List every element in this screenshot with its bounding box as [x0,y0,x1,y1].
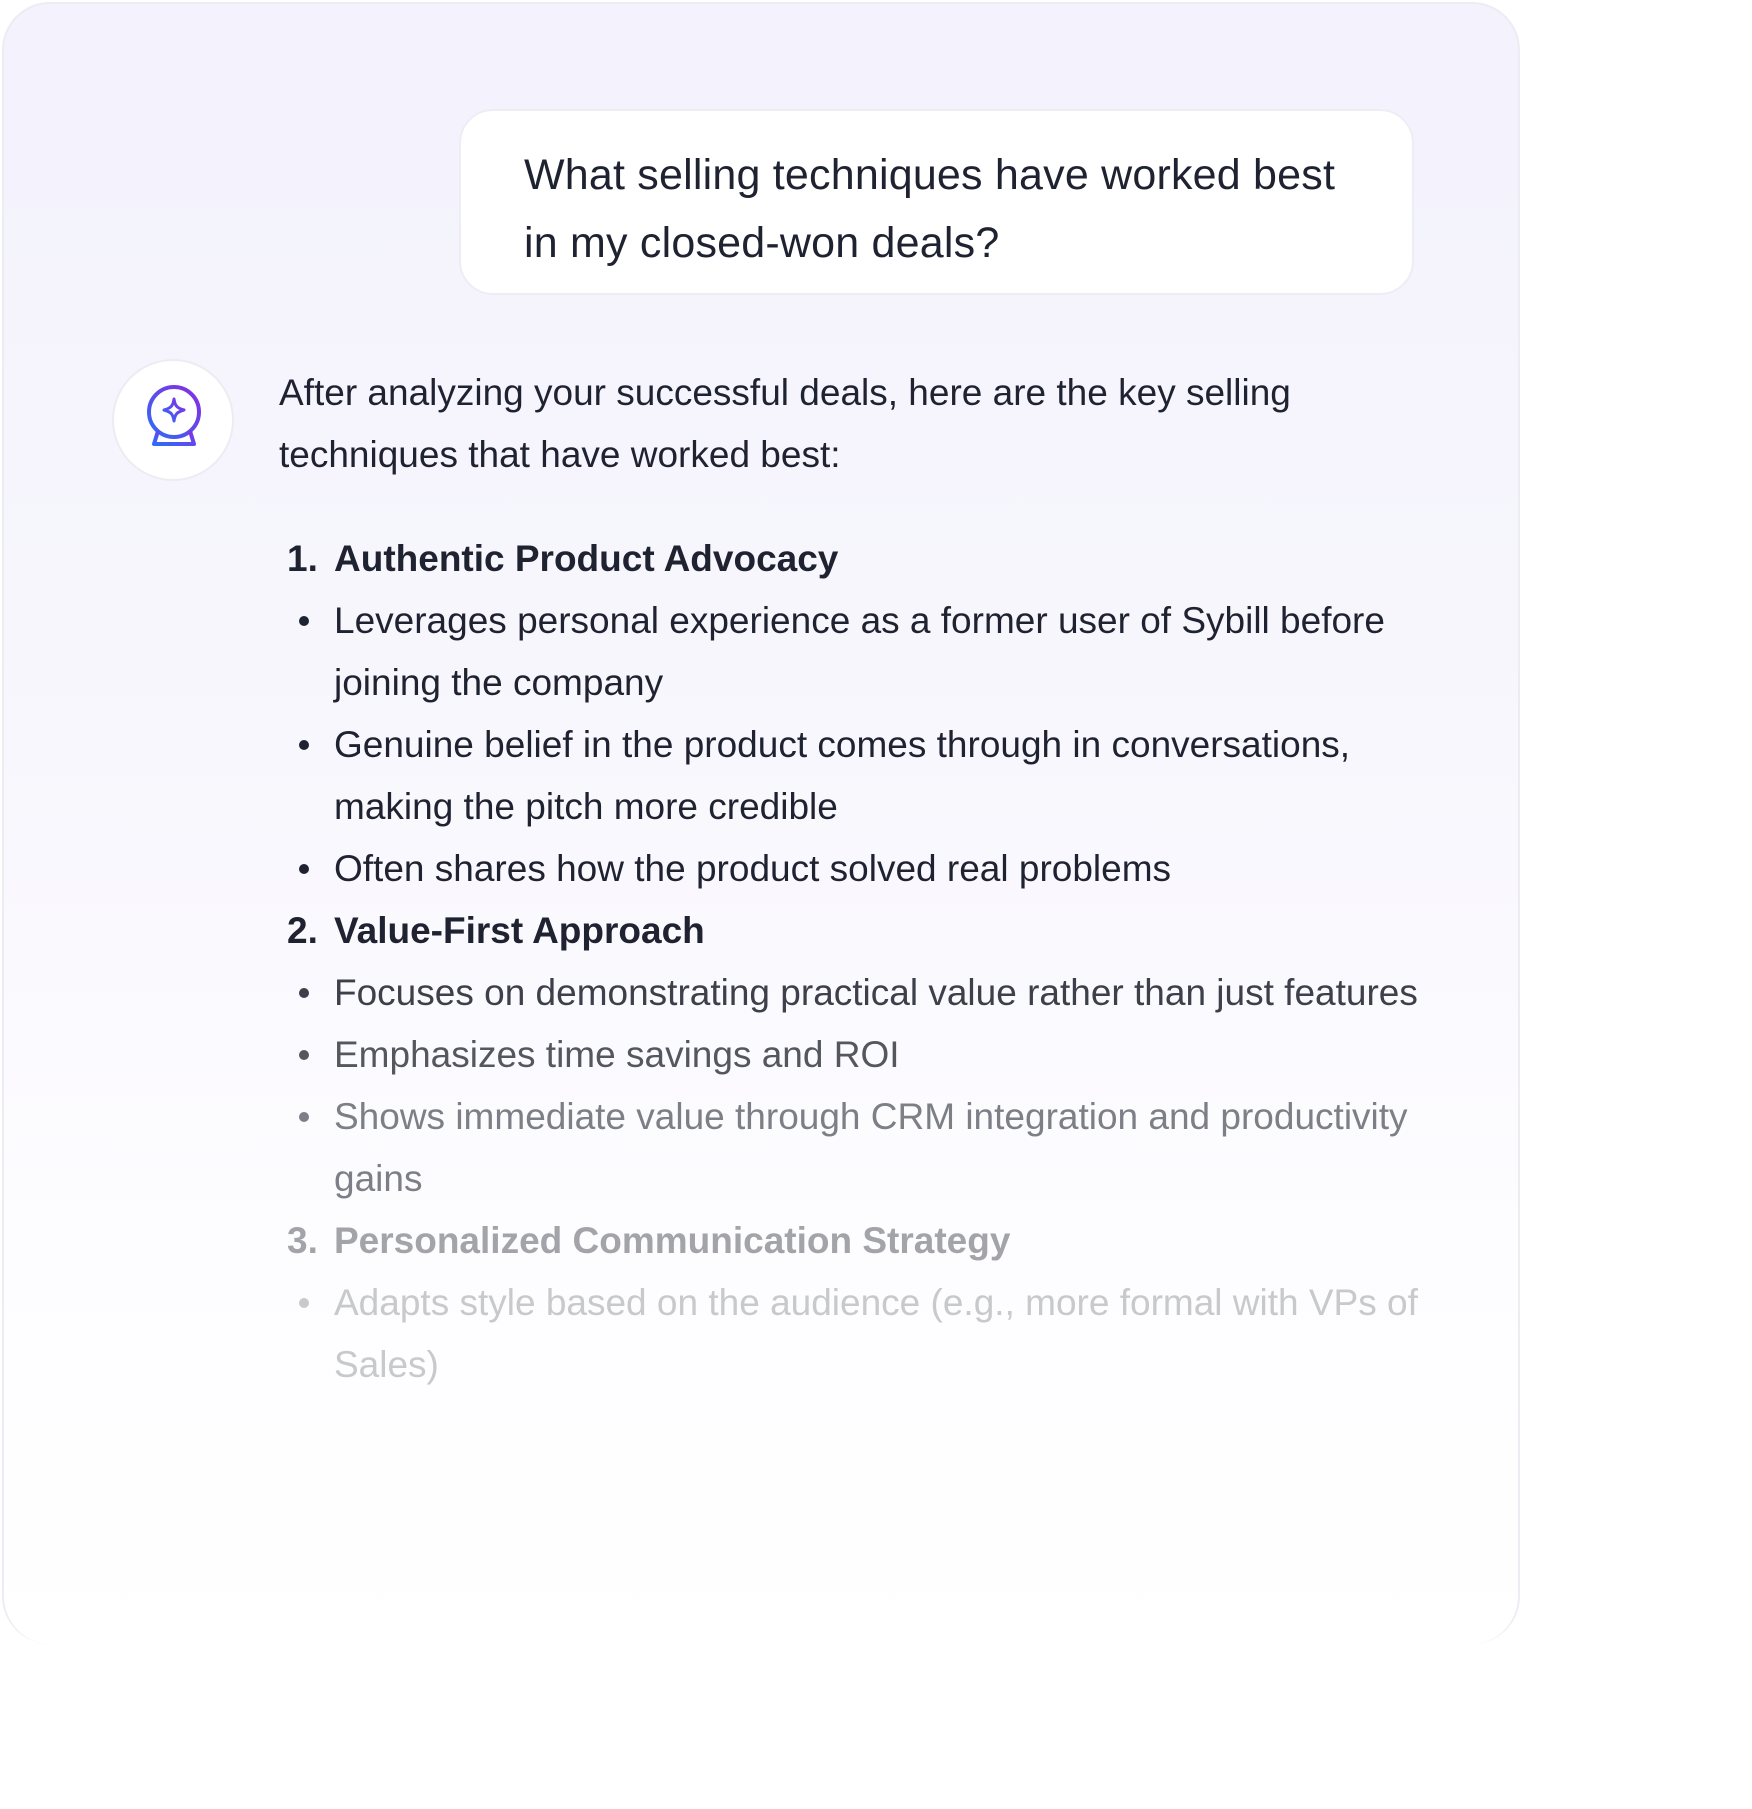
bullet-dot [299,988,309,998]
bullet-dot [299,1112,309,1122]
list-item-text: Adapts style based on the audience (e.g., more formal with VPs of Sales) [334,1282,1418,1385]
section-title [279,528,1419,590]
list-item-text: Emphasizes time savings and ROI [334,1034,900,1075]
bullet-dot [299,1050,309,1060]
section-number: 2. [287,910,318,951]
list-item [279,1086,1419,1210]
user-message-bubble [459,109,1414,295]
section-title-text: Authentic Product Advocacy [334,538,839,579]
section-title-text: Value-First Approach [334,910,705,951]
chat-card [2,2,1520,1644]
assistant-avatar [112,359,234,481]
bullet-dot [299,1298,309,1308]
section-title [279,1210,1419,1272]
section-number: 3. [287,1220,318,1261]
list-item-text: Shows immediate value through CRM integration and productivity gains [334,1096,1408,1199]
list-item-text: Leverages personal experience as a former user of Sybill before joining the company [334,600,1385,703]
bullet-dot [299,864,309,874]
list-item [279,838,1419,900]
section-number: 1. [287,538,318,579]
assistant-message [279,362,1419,1396]
crystal-ball-sparkle-icon [141,384,205,456]
list-item-text: Often shares how the product solved real problems [334,848,1172,889]
section-title-text: Personalized Communication Strategy [334,1220,1011,1261]
list-item [279,1272,1419,1396]
assistant-intro: After analyzing your successful deals, here are the key selling techniques that have worked best: [279,372,1291,475]
bullet-dot [299,740,309,750]
list-item [279,1024,1419,1086]
section-title [279,900,1419,962]
list-item [279,590,1419,714]
list-item [279,714,1419,838]
list-item-text: Genuine belief in the product comes through in conversations, making the pitch more credible [334,724,1351,827]
user-message-text: What selling techniques have worked best in my closed-won deals? [524,151,1336,267]
list-item [279,962,1419,1024]
bullet-dot [299,616,309,626]
list-item-text: Focuses on demonstrating practical value rather than just features [334,972,1418,1013]
